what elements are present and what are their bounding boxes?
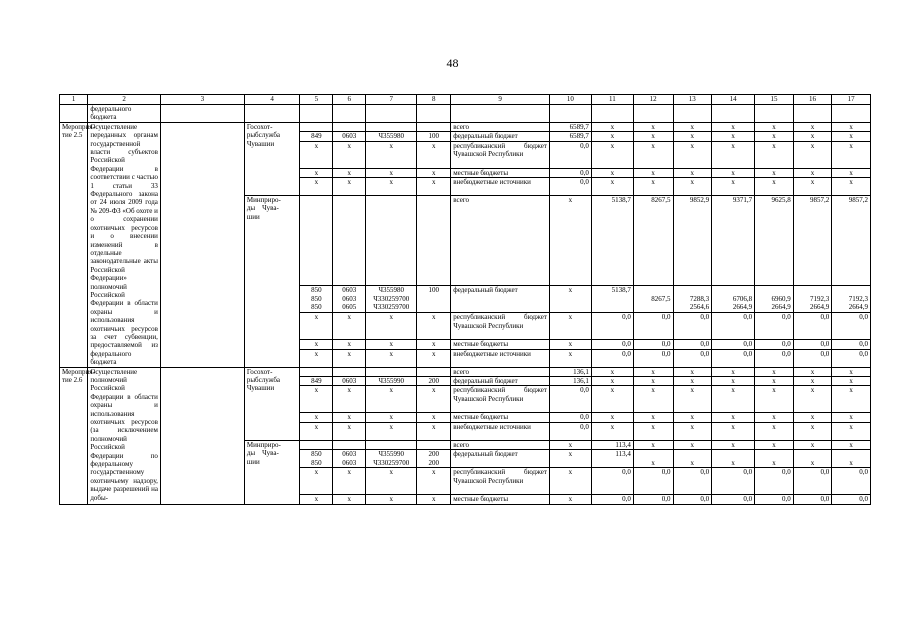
header-row <box>60 95 871 105</box>
table-cell: 0,0 <box>673 349 712 367</box>
table-cell: x <box>366 313 417 340</box>
table-cell: 0,0 <box>793 313 832 340</box>
table-cell: x <box>712 132 755 141</box>
table-cell: x <box>591 122 633 131</box>
table-cell: 0,0 <box>793 495 832 504</box>
table-cell: 0,0 <box>712 349 755 367</box>
table-cell: x <box>673 440 712 449</box>
table-cell <box>549 105 591 123</box>
table-cell <box>366 196 417 286</box>
table-cell: 0,0 <box>549 168 591 177</box>
header-cell: 6 <box>333 95 366 105</box>
table-cell: x <box>712 122 755 131</box>
table-cell: x <box>591 141 633 168</box>
table-cell: 100 <box>417 286 451 313</box>
header-cell: 17 <box>832 95 871 105</box>
table-cell <box>333 122 366 131</box>
table-cell <box>160 367 244 504</box>
table-cell: x <box>549 313 591 340</box>
table-cell: Мероприя- тие 2.6 <box>60 367 88 504</box>
table-cell: x <box>591 386 633 413</box>
table-cell: 5138,7 <box>591 286 633 313</box>
table-cell: x <box>366 468 417 495</box>
table-cell: 9371,7 <box>712 196 755 286</box>
table-cell: республиканский бюджет Чувашской Республики <box>451 313 550 340</box>
table-cell: 0,0 <box>793 349 832 367</box>
table-cell <box>417 440 451 449</box>
table-cell: x <box>417 349 451 367</box>
table-cell: x <box>549 196 591 286</box>
table-cell: 0,0 <box>549 413 591 422</box>
table-cell: 0,0 <box>673 340 712 349</box>
table-cell: x <box>712 168 755 177</box>
table-cell: 0,0 <box>549 178 591 196</box>
table-cell <box>244 105 300 123</box>
table-cell: Осуществление полномочий Российской Федерации в области охраны и использования охотничьих ресурсов (за исключением полномочий Российской Федерации по федеральному государственному охотничьему надзору, выдаче разрешений на добы- <box>88 367 161 504</box>
table-cell: x <box>417 313 451 340</box>
table-cell: x <box>832 122 871 131</box>
table-cell: x <box>712 386 755 413</box>
table-cell: x <box>673 178 712 196</box>
table-cell: x <box>832 141 871 168</box>
table-cell: x <box>549 468 591 495</box>
table-cell <box>60 105 88 123</box>
table-cell: x <box>549 340 591 349</box>
table-cell: x <box>633 122 673 131</box>
table-cell: всего <box>451 122 550 131</box>
table-cell: внебюджетные источники <box>451 178 550 196</box>
table-cell: x <box>366 178 417 196</box>
header-cell: 7 <box>366 95 417 105</box>
table-cell: 0,0 <box>673 495 712 504</box>
table-cell <box>300 367 333 376</box>
table-cell: 0,0 <box>793 340 832 349</box>
table-cell: x <box>300 386 333 413</box>
table-cell: x <box>366 495 417 504</box>
table-cell: x <box>333 168 366 177</box>
table-cell: x <box>633 367 673 376</box>
table-cell <box>673 105 712 123</box>
table-cell <box>451 105 550 123</box>
table-cell: Осуществление переданных органам государственной власти субъектов Российской Федерации в соответствии с частью 1 статьи 33 Федерального закона от 24 июля 2009 года № 209-ФЗ «Об охоте и о сохранении охотничьих ресурсов и о внесении изменений в отдельные законодательные акты Российской Федерации» полномочий Российской Федерации в области охраны и использования охотничьих ресурсов за счет субвенции, предоставляемой из федерального бюджета <box>88 122 161 367</box>
table-cell: x <box>591 422 633 440</box>
table-cell: x <box>793 422 832 440</box>
table-cell: 0,0 <box>673 313 712 340</box>
table-cell <box>300 105 333 123</box>
table-cell: x <box>591 132 633 141</box>
table-cell <box>160 105 244 123</box>
table-cell: федеральный бюджет <box>451 377 550 386</box>
table-cell: 0603 <box>333 132 366 141</box>
table-cell: x <box>366 349 417 367</box>
table-cell: 849 <box>300 377 333 386</box>
table-cell: 0,0 <box>832 349 871 367</box>
table-cell: 6706,8 2664,9 <box>712 286 755 313</box>
table-cell <box>333 196 366 286</box>
table-cell: x <box>793 122 832 131</box>
table-cell: x <box>832 178 871 196</box>
table-cell: x <box>673 377 712 386</box>
table-cell: 0,0 <box>549 141 591 168</box>
table-row <box>60 367 871 376</box>
table-cell: 113,4 <box>591 440 633 449</box>
table-cell: 850 850 <box>300 450 333 468</box>
table-cell: x <box>366 340 417 349</box>
table-cell: всего <box>451 367 550 376</box>
header-cell: 14 <box>712 95 755 105</box>
table-cell: 0,0 <box>755 340 794 349</box>
table-cell: x <box>832 450 871 468</box>
table-cell: Минприро- ды Чува- шии <box>244 440 300 504</box>
table-cell: 0,0 <box>755 495 794 504</box>
table-cell: 7288,3 2564,6 <box>673 286 712 313</box>
table-cell: x <box>712 422 755 440</box>
table-cell: x <box>755 367 794 376</box>
table-cell: x <box>549 286 591 313</box>
table-cell: x <box>417 340 451 349</box>
table-cell: x <box>366 422 417 440</box>
table-cell: 8267,5 <box>633 196 673 286</box>
table-cell: 7192,3 2664,9 <box>793 286 832 313</box>
table-cell: x <box>417 413 451 422</box>
table-cell: местные бюджеты <box>451 168 550 177</box>
table-cell: x <box>712 178 755 196</box>
table-cell: x <box>755 168 794 177</box>
table-cell <box>160 122 244 367</box>
table-cell: местные бюджеты <box>451 495 550 504</box>
table-cell <box>333 105 366 123</box>
table-cell: x <box>755 178 794 196</box>
table-cell: x <box>300 413 333 422</box>
table-cell <box>366 105 417 123</box>
table-cell: x <box>673 450 712 468</box>
table-cell: x <box>673 367 712 376</box>
table-cell: 9857,2 <box>793 196 832 286</box>
table-cell: x <box>755 377 794 386</box>
table-cell: x <box>755 440 794 449</box>
table-cell: 850 850 850 <box>300 286 333 313</box>
table-cell: x <box>300 178 333 196</box>
table-cell: x <box>366 386 417 413</box>
page-number: 48 <box>446 56 459 70</box>
table-cell: x <box>793 132 832 141</box>
table-cell: x <box>417 386 451 413</box>
table-cell: 0,0 <box>633 495 673 504</box>
table-cell: республиканский бюджет Чувашской Республики <box>451 141 550 168</box>
table-cell <box>712 105 755 123</box>
table-cell: 0,0 <box>591 495 633 504</box>
table-cell: 0,0 <box>633 340 673 349</box>
table-cell: x <box>793 367 832 376</box>
table-cell: x <box>673 122 712 131</box>
table-cell: x <box>793 141 832 168</box>
table-cell: x <box>633 141 673 168</box>
table-cell: x <box>832 132 871 141</box>
table-cell <box>417 367 451 376</box>
table-cell: x <box>793 377 832 386</box>
table-cell: x <box>333 422 366 440</box>
table-cell: федерального бюджета <box>88 105 161 123</box>
table-cell: x <box>300 495 333 504</box>
table-cell <box>832 105 871 123</box>
table-cell: x <box>417 495 451 504</box>
table-cell: 0,0 <box>591 340 633 349</box>
table-cell: местные бюджеты <box>451 413 550 422</box>
header-cell: 2 <box>88 95 161 105</box>
table-cell: x <box>549 349 591 367</box>
table-cell: местные бюджеты <box>451 340 550 349</box>
header-cell: 13 <box>673 95 712 105</box>
table-cell: 200 200 <box>417 450 451 468</box>
table-cell: x <box>755 422 794 440</box>
table-cell: 9857,2 <box>832 196 871 286</box>
header-cell: 12 <box>633 95 673 105</box>
table-cell: x <box>633 413 673 422</box>
table-cell: x <box>832 413 871 422</box>
header-cell: 1 <box>60 95 88 105</box>
table-cell: 0603 0603 0605 <box>333 286 366 313</box>
table-cell: внебюджетные источники <box>451 422 550 440</box>
table-cell: Ч355980 <box>366 132 417 141</box>
table-cell: 0,0 <box>755 349 794 367</box>
table-cell: x <box>333 178 366 196</box>
table-cell: x <box>633 168 673 177</box>
table-cell: 0,0 <box>549 386 591 413</box>
table-cell: x <box>673 413 712 422</box>
table-cell: x <box>591 178 633 196</box>
table-cell: 0,0 <box>712 340 755 349</box>
table-cell: федеральный бюджет <box>451 286 550 313</box>
table-cell <box>366 367 417 376</box>
table-cell <box>793 105 832 123</box>
table-cell: x <box>755 450 794 468</box>
table-cell: x <box>417 468 451 495</box>
table-cell: x <box>755 122 794 131</box>
table-cell: x <box>712 377 755 386</box>
table-cell: x <box>832 168 871 177</box>
table-cell: x <box>633 440 673 449</box>
header-cell: 10 <box>549 95 591 105</box>
table-cell: x <box>300 168 333 177</box>
table-cell: 0,0 <box>591 468 633 495</box>
table-cell: 0,0 <box>793 468 832 495</box>
table-cell: 0603 0603 <box>333 450 366 468</box>
table-cell: x <box>755 413 794 422</box>
table-cell: x <box>333 495 366 504</box>
table-cell: 8267,5 <box>633 286 673 313</box>
table-cell: x <box>793 413 832 422</box>
table-cell: x <box>300 313 333 340</box>
table-cell: x <box>333 468 366 495</box>
header-cell: 9 <box>451 95 550 105</box>
table-cell: федеральный бюджет <box>451 450 550 468</box>
table-cell: Ч355980 Ч330259700 Ч330259700 <box>366 286 417 313</box>
table-cell: 0,0 <box>755 313 794 340</box>
table-cell: x <box>591 377 633 386</box>
table-cell: 0,0 <box>591 349 633 367</box>
table-cell: x <box>417 422 451 440</box>
table-cell <box>417 122 451 131</box>
table-cell: 0,0 <box>633 313 673 340</box>
table-cell: 7192,3 2664,9 <box>832 286 871 313</box>
table-cell: x <box>333 340 366 349</box>
table-cell: 6960,9 2664,9 <box>755 286 794 313</box>
table-cell: x <box>549 440 591 449</box>
table-cell: x <box>712 141 755 168</box>
table-cell: x <box>755 141 794 168</box>
table-cell: x <box>300 349 333 367</box>
table-cell: x <box>549 450 591 468</box>
table-cell: x <box>633 450 673 468</box>
table-cell <box>755 105 794 123</box>
table-cell: x <box>633 178 673 196</box>
table-cell <box>300 196 333 286</box>
table-cell: x <box>673 132 712 141</box>
table-cell: x <box>673 422 712 440</box>
table-row <box>60 105 871 123</box>
header-cell: 8 <box>417 95 451 105</box>
header-cell: 15 <box>755 95 794 105</box>
table-cell: всего <box>451 440 550 449</box>
table-cell: 5138,7 <box>591 196 633 286</box>
table-cell: x <box>832 367 871 376</box>
header-cell: 4 <box>244 95 300 105</box>
table-cell: x <box>712 367 755 376</box>
table-cell: x <box>793 386 832 413</box>
table-cell: 136,1 <box>549 377 591 386</box>
table-cell: 0603 <box>333 377 366 386</box>
table-cell: 849 <box>300 132 333 141</box>
table-cell: 9625,8 <box>755 196 794 286</box>
table-cell <box>417 105 451 123</box>
table-cell: 200 <box>417 377 451 386</box>
table-cell <box>300 122 333 131</box>
table-cell: x <box>549 495 591 504</box>
table-cell: 0,0 <box>712 313 755 340</box>
table-cell: 0,0 <box>832 495 871 504</box>
table-cell: 0,0 <box>633 349 673 367</box>
table-cell: внебюджетные источники <box>451 349 550 367</box>
table-cell: x <box>333 349 366 367</box>
table-cell: x <box>673 141 712 168</box>
table-cell: 0,0 <box>633 468 673 495</box>
table-cell <box>417 196 451 286</box>
header-cell: 3 <box>160 95 244 105</box>
table-cell: x <box>712 413 755 422</box>
table-row <box>60 122 871 131</box>
table-cell: x <box>793 440 832 449</box>
header-cell: 16 <box>793 95 832 105</box>
table-cell: x <box>755 386 794 413</box>
table-cell: x <box>793 178 832 196</box>
table-cell: x <box>793 168 832 177</box>
table-cell <box>300 440 333 449</box>
table-cell: x <box>633 377 673 386</box>
table-cell: x <box>333 386 366 413</box>
table-cell: x <box>793 450 832 468</box>
table-cell: x <box>591 367 633 376</box>
table-cell <box>366 122 417 131</box>
table-cell: 0,0 <box>549 422 591 440</box>
table-cell: 0,0 <box>755 468 794 495</box>
table-cell <box>633 105 673 123</box>
table-cell: x <box>417 168 451 177</box>
table-cell: x <box>712 450 755 468</box>
table-cell: Ч355990 Ч330259700 <box>366 450 417 468</box>
table-cell: Минприро- ды Чува- шии <box>244 196 300 368</box>
table-cell: Госохот- рыбслужба Чувашии <box>244 122 300 195</box>
table-cell: x <box>333 313 366 340</box>
table-cell: x <box>366 141 417 168</box>
table-cell: 100 <box>417 132 451 141</box>
table-cell: x <box>591 413 633 422</box>
table-cell: x <box>673 386 712 413</box>
table-cell: 113,4 <box>591 450 633 468</box>
table-cell: 0,0 <box>832 313 871 340</box>
table-cell: 0,0 <box>832 340 871 349</box>
table-cell: x <box>333 413 366 422</box>
table-cell: 9852,9 <box>673 196 712 286</box>
table-cell: x <box>832 440 871 449</box>
table-cell: x <box>755 132 794 141</box>
table-cell: республиканский бюджет Чувашской Республики <box>451 468 550 495</box>
table-cell: 0,0 <box>832 468 871 495</box>
table-cell: x <box>832 386 871 413</box>
table-cell: x <box>333 141 366 168</box>
table-cell <box>591 105 633 123</box>
table-cell: республиканский бюджет Чувашской Республики <box>451 386 550 413</box>
table-cell: x <box>633 422 673 440</box>
table-cell: x <box>300 468 333 495</box>
table-cell: 6589,7 <box>549 132 591 141</box>
table-cell: всего <box>451 196 550 286</box>
header-cell: 11 <box>591 95 633 105</box>
table-cell <box>333 440 366 449</box>
table-cell: x <box>832 422 871 440</box>
table-cell: Мероприя- тие 2.5 <box>60 122 88 367</box>
table-cell: x <box>832 377 871 386</box>
header-cell: 5 <box>300 95 333 105</box>
table-cell: 0,0 <box>712 495 755 504</box>
table-cell: x <box>366 413 417 422</box>
table-cell: x <box>300 340 333 349</box>
table-cell: x <box>633 386 673 413</box>
table-cell: x <box>366 168 417 177</box>
table-cell: x <box>591 168 633 177</box>
table-cell: x <box>712 440 755 449</box>
table-cell: x <box>300 422 333 440</box>
table-cell: x <box>417 141 451 168</box>
table-cell: x <box>633 132 673 141</box>
table-cell <box>366 440 417 449</box>
table-cell: 0,0 <box>591 313 633 340</box>
table-cell: x <box>417 178 451 196</box>
table-cell: 0,0 <box>673 468 712 495</box>
table-cell <box>333 367 366 376</box>
table-cell: Госохот- рыбслужба Чувашии <box>244 367 300 440</box>
table-cell: x <box>300 141 333 168</box>
table-cell: 6589,7 <box>549 122 591 131</box>
table-cell: x <box>673 168 712 177</box>
program-table <box>59 94 871 505</box>
table-cell: федеральный бюджет <box>451 132 550 141</box>
table-cell: 136,1 <box>549 367 591 376</box>
table-cell: 0,0 <box>712 468 755 495</box>
table-cell: Ч355990 <box>366 377 417 386</box>
